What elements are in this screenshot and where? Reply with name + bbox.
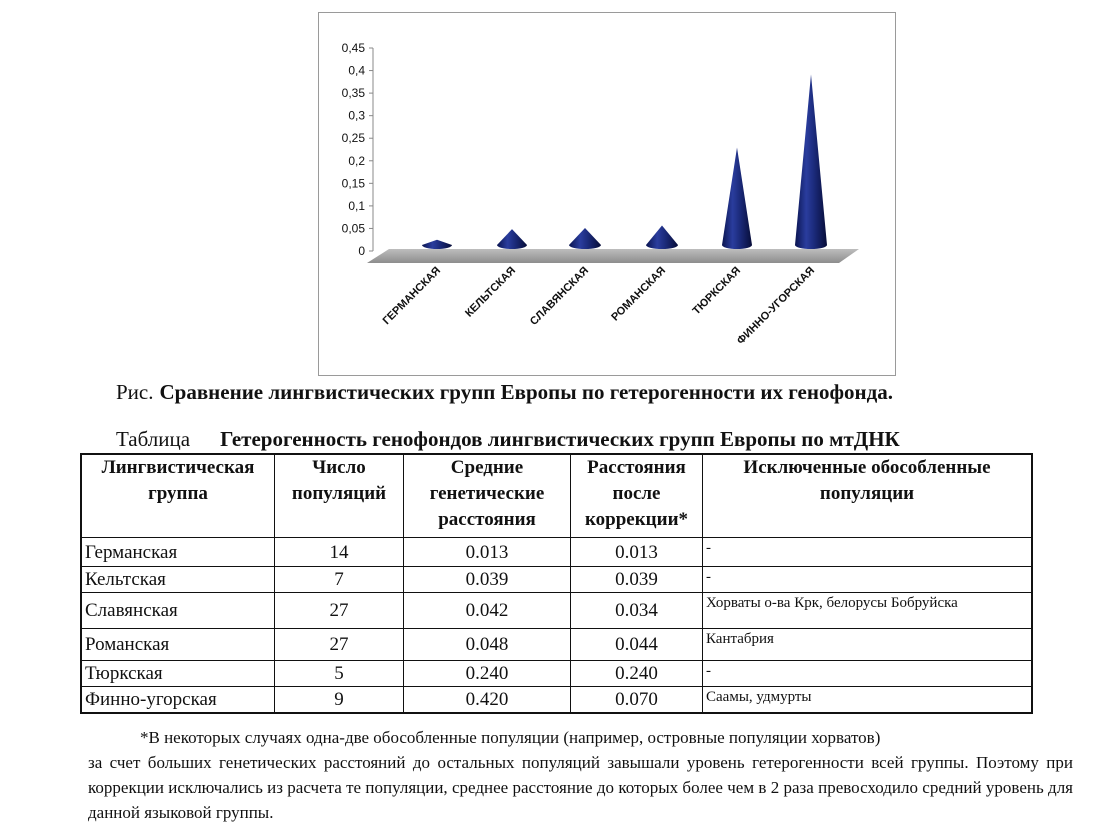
cell-group: Славянская (81, 593, 275, 629)
table-label: Таблица (116, 427, 191, 451)
y-tick-label: 0,25 (341, 131, 365, 146)
x-tick-label: КЕЛЬТСКАЯ (463, 264, 519, 320)
header-mean: Средние генетические расстояния (404, 454, 571, 538)
x-tick-label: СЛАВЯНСКАЯ (527, 264, 592, 328)
cell-excluded: Хорваты о-ва Крк, белорусы Бобруйска (703, 593, 1033, 629)
y-tick-label: 0 (358, 244, 365, 258)
cone-body (646, 226, 678, 249)
x-tick-label: ТЮРКСКАЯ (690, 264, 744, 318)
cone-body (569, 228, 601, 249)
x-tick-label: ФИННО-УГОРСКАЯ (734, 264, 818, 347)
cell-count: 9 (275, 687, 404, 714)
table-footnote (88, 725, 1073, 825)
chart-series (422, 74, 827, 249)
cone-body (497, 229, 527, 249)
figure-label: Рис. (116, 380, 154, 404)
table-row (81, 687, 1032, 714)
y-tick-label: 0,1 (348, 198, 365, 213)
y-tick-label: 0,45 (341, 41, 365, 55)
table-header-row (81, 454, 1032, 538)
table-row (81, 661, 1032, 687)
cell-excluded: - (703, 661, 1033, 687)
cell-corrected: 0.039 (571, 567, 703, 593)
cell-excluded: Саамы, удмурты (703, 687, 1033, 714)
x-axis-labels (381, 265, 818, 347)
figure-caption-text: Сравнение лингвистических групп Европы по гетерогенности их генофонда. (159, 380, 893, 404)
cell-group: Финно-угорская (81, 687, 275, 714)
y-tick-label: 0,15 (341, 176, 365, 191)
x-tick-label: ГЕРМАНСКАЯ (380, 264, 444, 328)
y-axis (342, 41, 373, 258)
cell-corrected: 0.044 (571, 629, 703, 661)
table-caption-text: Гетерогенность генофондов лингвистических групп Европы по мтДНК (220, 427, 900, 451)
y-tick-label: 0,05 (341, 221, 365, 236)
cone-bar (646, 226, 678, 249)
table-row (81, 538, 1032, 567)
cell-group: Тюркская (81, 661, 275, 687)
cell-corrected: 0.013 (571, 538, 703, 567)
cell-count: 7 (275, 567, 404, 593)
table-row (81, 629, 1032, 661)
heterogeneity-table (80, 453, 1033, 714)
cell-mean: 0.042 (404, 593, 571, 629)
cone-bar (422, 240, 452, 249)
cone-body (722, 148, 752, 249)
footnote-rest: за счет больших генетических расстояний до остальных популяций завышали уровень гетерогенности всей группы. Поэтому при коррекции исключались из расчета те популяции, среднее расстояние до которых более чем в 2 раза превосходило средний уровень для данной языковой группы. (88, 753, 1073, 822)
cell-count: 27 (275, 629, 404, 661)
cone-chart (319, 13, 897, 377)
cell-mean: 0.048 (404, 629, 571, 661)
cone-bar (795, 74, 827, 249)
x-tick-label: РОМАНСКАЯ (609, 264, 669, 324)
chart-frame (318, 12, 896, 376)
cell-group: Романская (81, 629, 275, 661)
header-count: Число популяций (275, 454, 404, 538)
cell-mean: 0.039 (404, 567, 571, 593)
header-group: Лингвистическая группа (81, 454, 275, 538)
cell-mean: 0.013 (404, 538, 571, 567)
y-tick-label: 0,3 (348, 108, 365, 123)
table-row (81, 593, 1032, 629)
y-tick-label: 0,35 (341, 86, 365, 101)
cell-corrected: 0.034 (571, 593, 703, 629)
cell-excluded: - (703, 567, 1033, 593)
cone-bar (569, 228, 601, 249)
cone-body (422, 240, 452, 249)
cone-bar (497, 229, 527, 249)
figure-caption (116, 380, 893, 405)
y-tick-label: 0,4 (348, 63, 365, 78)
cell-corrected: 0.240 (571, 661, 703, 687)
cell-mean: 0.420 (404, 687, 571, 714)
footnote-first-line: *В некоторых случаях одна-две обособленные популяции (например, островные популяции хорватов) (140, 728, 881, 747)
cell-excluded: Кантабрия (703, 629, 1033, 661)
cell-group: Кельтская (81, 567, 275, 593)
table-row (81, 567, 1032, 593)
header-excluded: Исключенные обособленные популяции (703, 454, 1033, 538)
cell-corrected: 0.070 (571, 687, 703, 714)
cell-excluded: - (703, 538, 1033, 567)
cell-count: 5 (275, 661, 404, 687)
cone-bar (722, 148, 752, 249)
header-corrected: Расстояния после коррекции* (571, 454, 703, 538)
cell-count: 27 (275, 593, 404, 629)
table-caption (116, 427, 900, 452)
chart-floor (367, 249, 859, 263)
cell-mean: 0.240 (404, 661, 571, 687)
cell-group: Германская (81, 538, 275, 567)
y-tick-label: 0,2 (348, 153, 365, 168)
cone-body (795, 74, 827, 249)
cell-count: 14 (275, 538, 404, 567)
